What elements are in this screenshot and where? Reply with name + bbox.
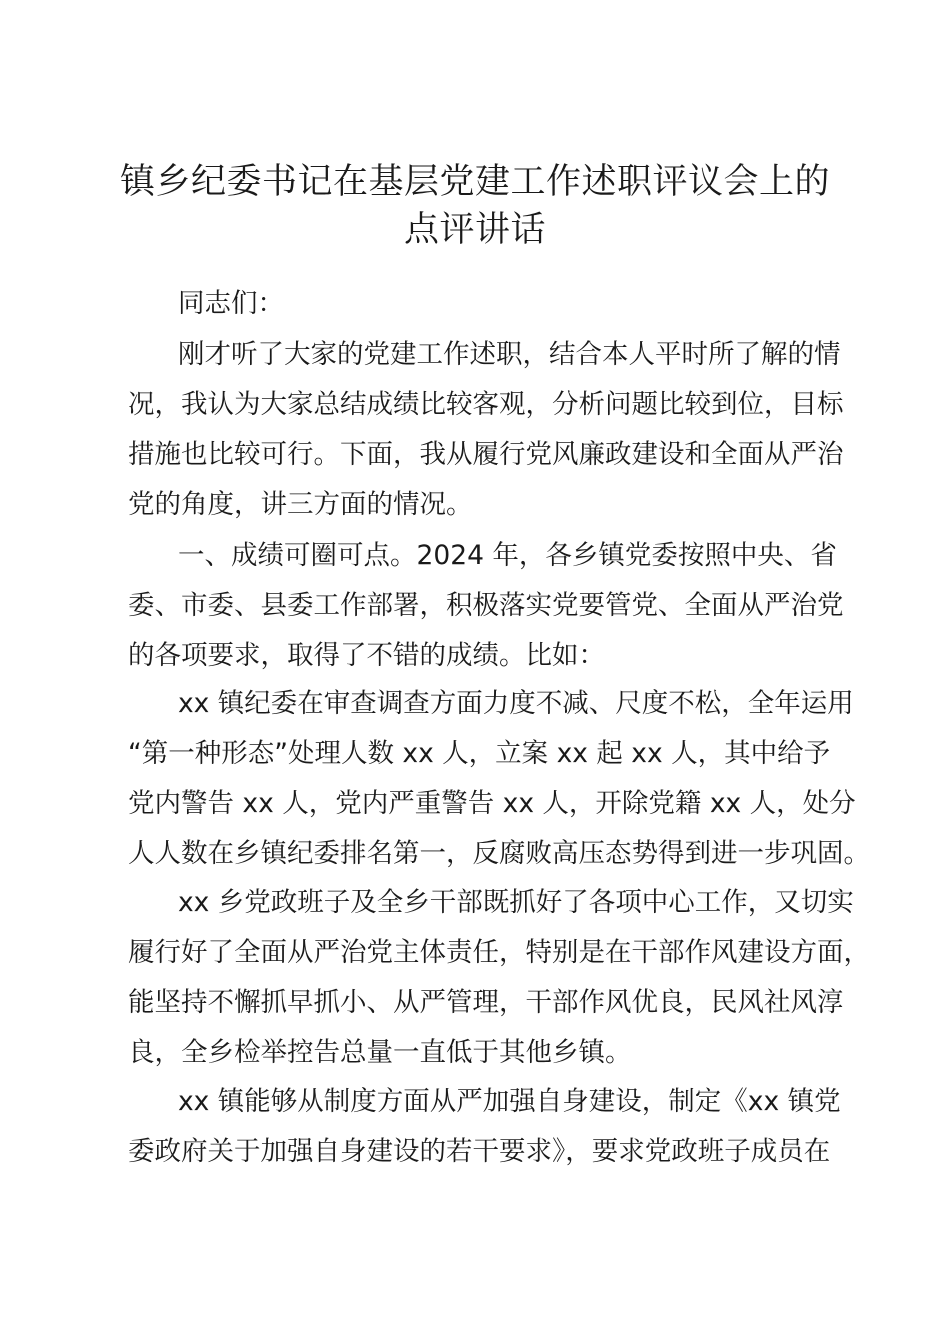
paragraph-5-line-1: xx 镇能够从制度方面从严加强自身建设，制定《xx 镇党 (178, 1086, 841, 1117)
paragraph-3-line-2: “第一种形态”处理人数 xx 人，立案 xx 起 xx 人，其中给予 (128, 738, 831, 769)
paragraph-4-line-2: 履行好了全面从严治党主体责任，特别是在干部作风建设方面， (128, 937, 870, 968)
paragraph-5-line-2: 委政府关于加强自身建设的若干要求》，要求党政班子成员在 (128, 1136, 831, 1167)
document-title-line-2: 点评讲话 (403, 210, 546, 250)
salutation: 同志们： (178, 288, 284, 319)
paragraph-1-line-3: 措施也比较可行。下面，我从履行党风廉政建设和全面从严治 (128, 439, 844, 470)
paragraph-4-line-1: xx 乡党政班子及全乡干部既抓好了各项中心工作，又切实 (178, 887, 854, 918)
paragraph-2-line-3: 的各项要求，取得了不错的成绩。比如： (128, 640, 605, 671)
paragraph-1-line-2: 况，我认为大家总结成绩比较客观，分析问题比较到位，目标 (128, 389, 844, 420)
document-title-line-1: 镇乡纪委书记在基层党建工作述职评议会上的 (119, 162, 830, 202)
paragraph-3-line-4: 人人数在乡镇纪委排名第一，反腐败高压态势得到进一步巩固。 (128, 838, 870, 869)
paragraph-4-line-4: 良，全乡检举控告总量一直低于其他乡镇。 (128, 1037, 632, 1068)
paragraph-1-line-1: 刚才听了大家的党建工作述职，结合本人平时所了解的情 (178, 339, 841, 370)
paragraph-4-line-3: 能坚持不懈抓早抓小、从严管理，干部作风优良，民风社风淳 (128, 987, 844, 1018)
paragraph-1-line-4: 党的角度，讲三方面的情况。 (128, 489, 473, 520)
paragraph-3-line-3: 党内警告 xx 人，党内严重警告 xx 人，开除党籍 xx 人，处分 (128, 788, 856, 819)
paragraph-3-line-1: xx 镇纪委在审查调查方面力度不减、尺度不松，全年运用 (178, 688, 854, 719)
paragraph-2-line-1: 一、成绩可圈可点。2024 年，各乡镇党委按照中央、省 (178, 540, 837, 571)
paragraph-2-line-2: 委、市委、县委工作部署，积极落实党要管党、全面从严治党 (128, 590, 844, 621)
